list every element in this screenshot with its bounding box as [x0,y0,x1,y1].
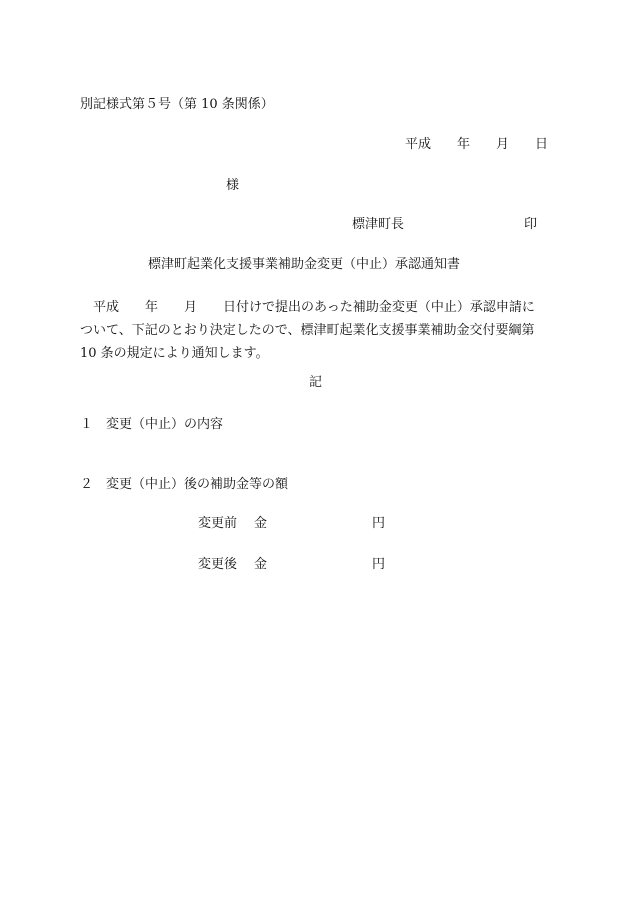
ki-heading: 記 [309,375,323,390]
form-number: 別記様式第５号（第 10 条関係） [80,97,274,112]
body-line: 10 条の規定により通知します。 [80,346,269,361]
amount-before-unit: 円 [372,516,386,531]
body-line: 平成 年 月 日付けで提出のあった補助金変更（中止）承認申請に [80,300,535,315]
amount-after-prefix: 金 [254,557,268,572]
amount-before-label: 変更前 [198,516,238,531]
body-line: ついて、下記のとおり決定したので、標津町起業化支援事業補助金交付要綱第 [80,323,535,338]
addressee-suffix: 様 [226,178,240,193]
date-line: 平成 年 月 日 [405,137,549,152]
body-paragraph [80,296,555,365]
amount-after-unit: 円 [372,557,386,572]
document-title: 標津町起業化支援事業補助金変更（中止）承認通知書 [148,257,461,272]
amount-after-label: 変更後 [198,557,238,572]
amount-before-prefix: 金 [254,516,268,531]
item-changed-amount: ２ 変更（中止）後の補助金等の額 [80,477,289,492]
amount-before-row [198,517,398,533]
issuer-title: 標津町長 [352,217,405,232]
amount-after-row [198,558,398,574]
item-change-content: １ 変更（中止）の内容 [80,417,224,432]
seal-mark: 印 [524,217,538,232]
